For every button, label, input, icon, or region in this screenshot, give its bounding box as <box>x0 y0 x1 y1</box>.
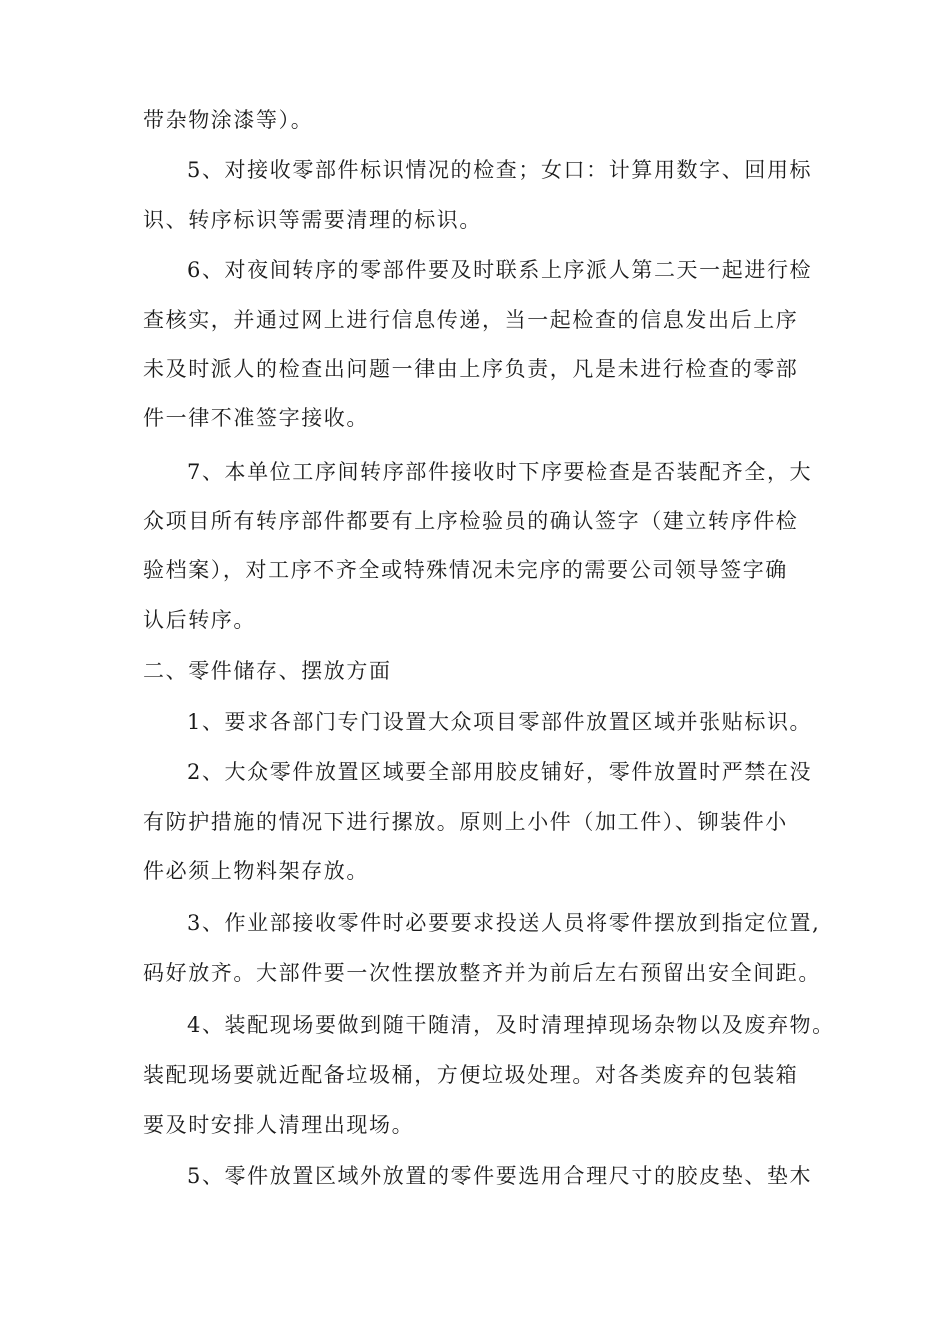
text-line: 未及时派人的检查出问题一律由上序负责，凡是未进行检查的零部 <box>143 357 799 381</box>
text-line: 3、作业部接收零件时必要要求投送人员将零件摆放到指定位置, <box>187 911 821 935</box>
text-line: 5、对接收零部件标识情况的检查；女口：计算用数字、回用标 <box>187 158 813 182</box>
text-line: 1、要求各部门专门设置大众项目零部件放置区域并张贴标识。 <box>187 710 813 734</box>
text-line: 件一律不准签字接收。 <box>143 406 369 430</box>
text-line: 装配现场要就近配备垃圾桶，方便垃圾处理。对各类废弃的包装箱 <box>143 1063 799 1087</box>
text-line: 4、装配现场要做到随干随清，及时清理掉现场杂物以及废弃物。 <box>187 1013 835 1037</box>
text-line: 认后转序。 <box>143 608 256 632</box>
text-line: 查核实，并通过网上进行信息传递，当一起检查的信息发出后上序 <box>143 308 799 332</box>
text-line: 验档案），对工序不齐全或特殊情况未完序的需要公司领导签字确 <box>143 558 788 582</box>
text-line: 5、零件放置区域外放置的零件要选用合理尺寸的胶皮垫、垫木 <box>187 1164 813 1188</box>
text-line: 7、本单位工序间转序部件接收时下序要检查是否装配齐全，大 <box>187 460 813 484</box>
text-line: 识、转序标识等需要清理的标识。 <box>143 208 482 232</box>
text-line: 有防护措施的情况下进行摞放。原则上小件（加工件）、铆装件小 <box>143 810 788 834</box>
text-line: 众项目所有转序部件都要有上序检验员的确认签字（建立转序件检 <box>143 509 799 533</box>
section-heading: 二、零件储存、摆放方面 <box>143 659 392 683</box>
text-line: 码好放齐。大部件要一次性摆放整齐并为前后左右预留出安全间距。 <box>143 961 821 985</box>
text-line: 带杂物涂漆等）。 <box>143 108 314 132</box>
text-line: 要及时安排人清理出现场。 <box>143 1113 415 1137</box>
text-line: 件必须上物料架存放。 <box>143 859 369 883</box>
text-line: 6、对夜间转序的零部件要及时联系上序派人第二天一起进行检 <box>187 258 813 282</box>
text-line: 2、大众零件放置区域要全部用胶皮铺好，零件放置时严禁在没 <box>187 760 813 784</box>
